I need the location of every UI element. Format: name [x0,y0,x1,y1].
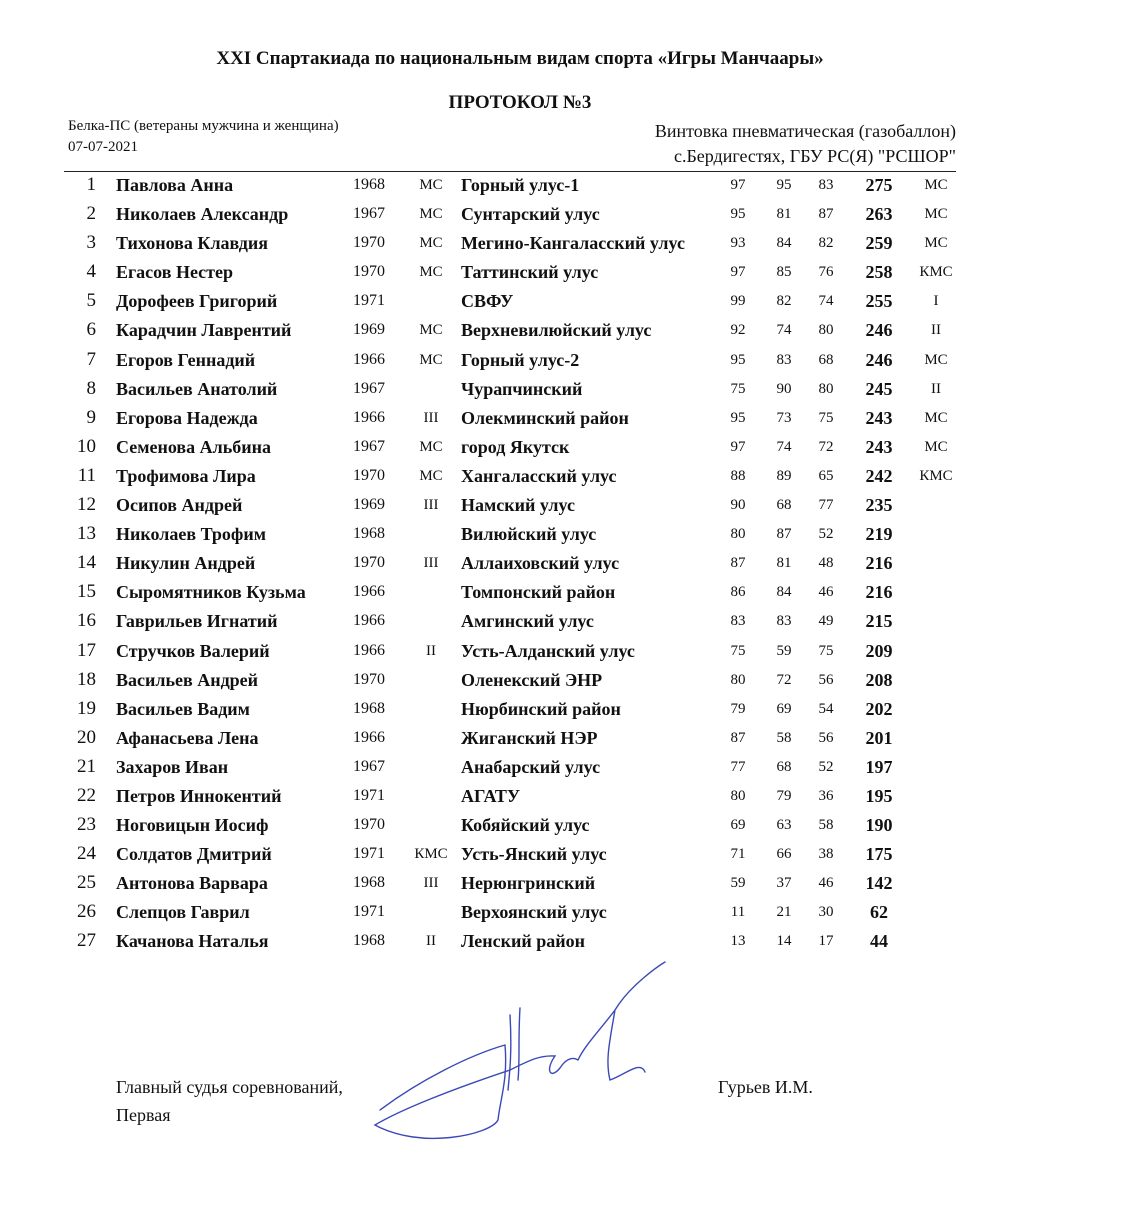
total-score: 275 [865,175,893,195]
total-score: 208 [865,669,893,690]
series-2-score: 87 [776,526,792,543]
series-1-score: 71 [730,846,746,863]
total-score: 246 [865,349,893,370]
series-3-score: 49 [818,613,834,630]
series-1-score: 97 [730,177,746,193]
team-name: Нерюнгринский [461,873,596,894]
series-2-score: 81 [776,206,792,223]
series-3-score: 46 [818,875,834,892]
place-cell: 18 [77,668,96,690]
competition-date: 07-07-2021 [68,139,138,155]
place-cell: 23 [77,814,96,836]
birth-year: 1966 [353,583,385,601]
total-score: 195 [865,785,893,806]
total-score: 258 [865,262,893,283]
table-row [0,724,1126,753]
place-cell: 21 [77,755,96,777]
team-name: Анабарский улус [461,756,601,777]
place-cell: 9 [86,406,96,428]
total-score: 219 [865,524,893,545]
series-3-score: 72 [818,438,834,455]
series-3-score: 76 [818,264,834,281]
total-score: 190 [865,815,893,836]
series-1-score: 11 [730,904,746,921]
place-cell: 22 [77,784,96,806]
series-3-score: 82 [818,235,834,252]
achieved-rank: КМС [919,467,953,484]
table-row [0,287,1126,316]
birth-year: 1971 [353,845,385,863]
series-2-score: 58 [776,729,792,746]
table-row [0,695,1126,724]
total-score: 201 [865,727,893,748]
table-row [0,607,1126,636]
qualification-rank: III [423,875,439,892]
birth-year: 1967 [353,205,385,223]
series-1-score: 95 [730,409,746,426]
athlete-name: Качанова Наталья [116,931,269,952]
place-cell: 24 [77,843,96,865]
team-name: Сунтарский улус [461,204,600,225]
series-3-score: 46 [818,584,834,601]
table-row [0,258,1126,287]
total-score: 245 [865,378,893,399]
athlete-name: Васильев Анатолий [116,378,278,399]
series-1-score: 80 [730,671,746,688]
place-cell: 16 [77,610,96,632]
table-row [0,782,1126,811]
birth-year: 1967 [353,379,385,397]
place-cell: 2 [86,203,96,225]
table-row [0,433,1126,462]
achieved-rank: II [931,322,941,339]
athlete-name: Николаев Трофим [116,524,266,545]
table-row [0,171,1126,200]
place-cell: 12 [77,494,96,516]
place-cell: 10 [77,435,96,457]
birth-year: 1968 [353,932,385,950]
qualification-rank: МС [419,177,443,193]
athlete-name: Егасов Нестер [116,262,233,283]
qualification-rank: МС [419,322,443,339]
total-score: 197 [865,756,893,777]
qualification-rank: III [423,497,439,514]
signature-image [360,960,690,1160]
team-name: Горный улус-2 [461,349,580,370]
judge-title: Главный судья соревнований, [116,1077,343,1097]
athlete-name: Никулин Андрей [116,553,256,574]
athlete-name: Васильев Андрей [116,669,259,690]
athlete-name: Ноговицын Иосиф [116,815,269,836]
achieved-rank: МС [924,206,948,223]
total-score: 235 [865,495,893,516]
series-3-score: 48 [818,555,834,572]
place-cell: 19 [77,697,96,719]
achieved-rank: КМС [919,264,953,281]
series-2-score: 63 [776,817,792,834]
series-2-score: 73 [776,409,792,426]
table-row [0,637,1126,666]
table-row [0,840,1126,869]
series-1-score: 99 [730,293,746,310]
athlete-name: Егоров Геннадий [116,349,256,370]
total-score: 209 [865,640,893,661]
series-1-score: 80 [730,787,746,804]
birth-year: 1966 [353,641,385,659]
birth-year: 1969 [353,496,385,514]
series-3-score: 77 [818,497,834,514]
series-2-score: 66 [776,846,792,863]
team-name: Усть-Алданский улус [461,640,635,661]
place-cell: 26 [77,901,96,923]
series-3-score: 83 [818,177,834,193]
team-name: АГАТУ [461,785,521,806]
series-1-score: 88 [730,467,746,484]
qualification-rank: МС [419,264,443,281]
series-2-score: 59 [776,642,792,659]
athlete-name: Дорофеев Григорий [116,291,278,312]
place-cell: 13 [77,523,96,545]
series-3-score: 17 [818,933,834,950]
birth-year: 1970 [353,466,385,484]
team-name: Усть-Янский улус [461,844,607,865]
team-name: Амгинский улус [461,611,594,632]
birth-year: 1968 [353,699,385,717]
series-2-score: 72 [776,671,792,688]
birth-year: 1970 [353,816,385,834]
team-name: Аллаиховский улус [461,553,620,574]
qualification-rank: МС [419,206,443,223]
series-3-score: 75 [818,642,834,659]
place-cell: 17 [77,639,96,661]
series-2-score: 74 [776,438,792,455]
protocol-number: ПРОТОКОЛ №3 [448,92,592,113]
judge-name: Гурьев И.М. [718,1077,813,1097]
series-2-score: 68 [776,758,792,775]
series-1-score: 79 [730,700,746,717]
table-row [0,753,1126,782]
total-score: 255 [865,291,893,312]
series-3-score: 68 [818,351,834,368]
table-row [0,346,1126,375]
athlete-name: Гаврильев Игнатий [116,611,278,632]
series-3-score: 56 [818,671,834,688]
team-name: Верхневилюйский улус [461,320,652,341]
place-cell: 11 [77,464,96,486]
athlete-name: Солдатов Дмитрий [116,844,272,865]
competition-category: Белка-ПС (ветераны мужчина и женщина) [68,118,339,134]
birth-year: 1968 [353,176,385,193]
birth-year: 1966 [353,728,385,746]
series-1-score: 86 [730,584,746,601]
document-title: XXI Спартакиада по национальным видам спорта «Игры Манчаары» [216,48,824,69]
series-2-score: 14 [776,933,792,950]
series-2-score: 82 [776,293,792,310]
series-1-score: 87 [730,555,746,572]
table-row [0,404,1126,433]
series-1-score: 90 [730,497,746,514]
team-name: Мегино-Кангаласский улус [461,233,685,254]
athlete-name: Павлова Анна [116,175,234,195]
total-score: 202 [865,698,893,719]
total-score: 243 [865,407,893,428]
series-2-score: 90 [776,380,792,397]
table-row [0,927,1126,956]
team-name: Олекминский район [461,407,629,428]
table-row [0,200,1126,229]
series-3-score: 58 [818,817,834,834]
series-1-score: 83 [730,613,746,630]
series-3-score: 75 [818,409,834,426]
total-score: 216 [865,582,893,603]
achieved-rank: МС [924,351,948,368]
series-3-score: 54 [818,700,834,717]
series-2-score: 89 [776,467,792,484]
series-1-score: 13 [730,933,746,950]
series-1-score: 97 [730,438,746,455]
total-score: 243 [865,436,893,457]
birth-year: 1970 [353,234,385,252]
series-2-score: 95 [776,177,792,193]
place-cell: 3 [86,232,96,254]
athlete-name: Захаров Иван [116,756,229,777]
athlete-name: Николаев Александр [116,204,289,225]
athlete-name: Петров Иннокентий [116,785,282,806]
series-1-score: 69 [730,817,746,834]
athlete-name: Трофимова Лира [116,465,256,486]
team-name: Горный улус-1 [461,175,580,195]
table-row [0,462,1126,491]
table-row [0,869,1126,898]
athlete-name: Осипов Андрей [116,495,243,516]
birth-year: 1971 [353,903,385,921]
series-2-score: 79 [776,787,792,804]
total-score: 44 [870,931,888,952]
place-cell: 4 [86,261,96,283]
birth-year: 1971 [353,786,385,804]
team-name: СВФУ [461,291,514,312]
series-1-score: 95 [730,351,746,368]
series-3-score: 36 [818,787,834,804]
birth-year: 1968 [353,525,385,543]
table-row [0,666,1126,695]
series-2-score: 84 [776,235,792,252]
athlete-name: Слепцов Гаврил [116,902,250,923]
series-3-score: 80 [818,322,834,339]
total-score: 259 [865,233,893,254]
achieved-rank: МС [924,409,948,426]
table-row [0,549,1126,578]
athlete-name: Стручков Валерий [116,640,270,661]
athlete-name: Сыромятников Кузьма [116,582,306,603]
qualification-rank: III [423,555,439,572]
athlete-name: Васильев Вадим [116,698,250,719]
series-2-score: 69 [776,700,792,717]
series-2-score: 83 [776,351,792,368]
table-row [0,811,1126,840]
table-row [0,491,1126,520]
series-3-score: 30 [818,904,834,921]
birth-year: 1966 [353,408,385,426]
series-3-score: 74 [818,293,834,310]
table-row [0,520,1126,549]
team-name: Кобяйский улус [461,815,590,836]
achieved-rank: МС [924,438,948,455]
team-name: Ленский район [461,931,586,952]
series-1-score: 92 [730,322,746,339]
qualification-rank: МС [419,467,443,484]
birth-year: 1967 [353,757,385,775]
series-3-score: 87 [818,206,834,223]
qualification-rank: II [426,933,436,950]
birth-year: 1969 [353,321,385,339]
team-name: Томпонский район [461,582,616,603]
total-score: 263 [865,204,893,225]
series-3-score: 65 [818,467,834,484]
series-1-score: 97 [730,264,746,281]
total-score: 142 [865,873,893,894]
athlete-name: Афанасьева Лена [116,727,259,748]
place-cell: 25 [77,872,96,894]
series-2-score: 81 [776,555,792,572]
team-name: Вилюйский улус [461,524,597,545]
venue: с.Бердигестях, ГБУ РС(Я) "РСШОР" [673,146,956,166]
table-row [0,316,1126,345]
birth-year: 1970 [353,670,385,688]
series-2-score: 37 [776,875,792,892]
total-score: 62 [870,902,888,923]
series-3-score: 38 [818,846,834,863]
series-1-score: 77 [730,758,746,775]
series-3-score: 80 [818,380,834,397]
birth-year: 1971 [353,292,385,310]
place-cell: 27 [77,930,96,952]
discipline: Винтовка пневматическая (газобаллон) [654,121,956,141]
achieved-rank: II [931,380,941,397]
athlete-name: Егорова Надежда [116,407,258,428]
team-name: Хангаласский улус [461,465,617,486]
series-2-score: 68 [776,497,792,514]
total-score: 215 [865,611,893,632]
team-name: город Якутск [461,436,570,457]
table-row [0,578,1126,607]
place-cell: 1 [86,174,96,195]
series-2-score: 83 [776,613,792,630]
series-1-score: 87 [730,729,746,746]
series-2-score: 84 [776,584,792,601]
series-2-score: 21 [776,904,792,921]
athlete-name: Антонова Варвара [116,873,268,894]
total-score: 175 [865,844,893,865]
qualification-rank: II [426,642,436,659]
series-2-score: 74 [776,322,792,339]
qualification-rank: МС [419,438,443,455]
place-cell: 7 [86,348,96,370]
table-row [0,229,1126,258]
place-cell: 15 [77,581,96,603]
series-3-score: 52 [818,526,834,543]
place-cell: 20 [77,726,96,748]
team-name: Жиганский НЭР [461,727,598,748]
team-name: Таттинский улус [461,262,599,283]
series-1-score: 59 [730,875,746,892]
achieved-rank: МС [924,235,948,252]
qualification-rank: III [423,409,439,426]
table-row [0,898,1126,927]
team-name: Оленекский ЭНР [461,669,603,690]
qualification-rank: КМС [414,846,448,863]
birth-year: 1966 [353,350,385,368]
series-3-score: 52 [818,758,834,775]
team-name: Верхоянский улус [461,902,607,923]
athlete-name: Карадчин Лаврентий [116,320,292,341]
team-name: Нюрбинский район [461,698,621,719]
series-1-score: 95 [730,206,746,223]
series-3-score: 56 [818,729,834,746]
table-row [0,375,1126,404]
series-1-score: 93 [730,235,746,252]
total-score: 246 [865,320,893,341]
series-1-score: 75 [730,380,746,397]
birth-year: 1970 [353,263,385,281]
qualification-rank: МС [419,235,443,252]
results-table [0,171,1126,957]
achieved-rank: I [933,293,939,310]
birth-year: 1970 [353,554,385,572]
place-cell: 8 [86,377,96,399]
series-1-score: 75 [730,642,746,659]
place-cell: 6 [86,319,96,341]
series-2-score: 85 [776,264,792,281]
athlete-name: Семенова Альбина [116,436,271,457]
birth-year: 1968 [353,874,385,892]
total-score: 242 [865,465,893,486]
birth-year: 1967 [353,437,385,455]
series-1-score: 80 [730,526,746,543]
judge-category: Первая [116,1105,171,1125]
team-name: Чурапчинский [461,378,583,399]
achieved-rank: МС [924,177,948,193]
total-score: 216 [865,553,893,574]
qualification-rank: МС [419,351,443,368]
birth-year: 1966 [353,612,385,630]
team-name: Намский улус [461,495,575,516]
athlete-name: Тихонова Клавдия [116,233,269,254]
place-cell: 5 [86,290,96,312]
place-cell: 14 [77,552,96,574]
